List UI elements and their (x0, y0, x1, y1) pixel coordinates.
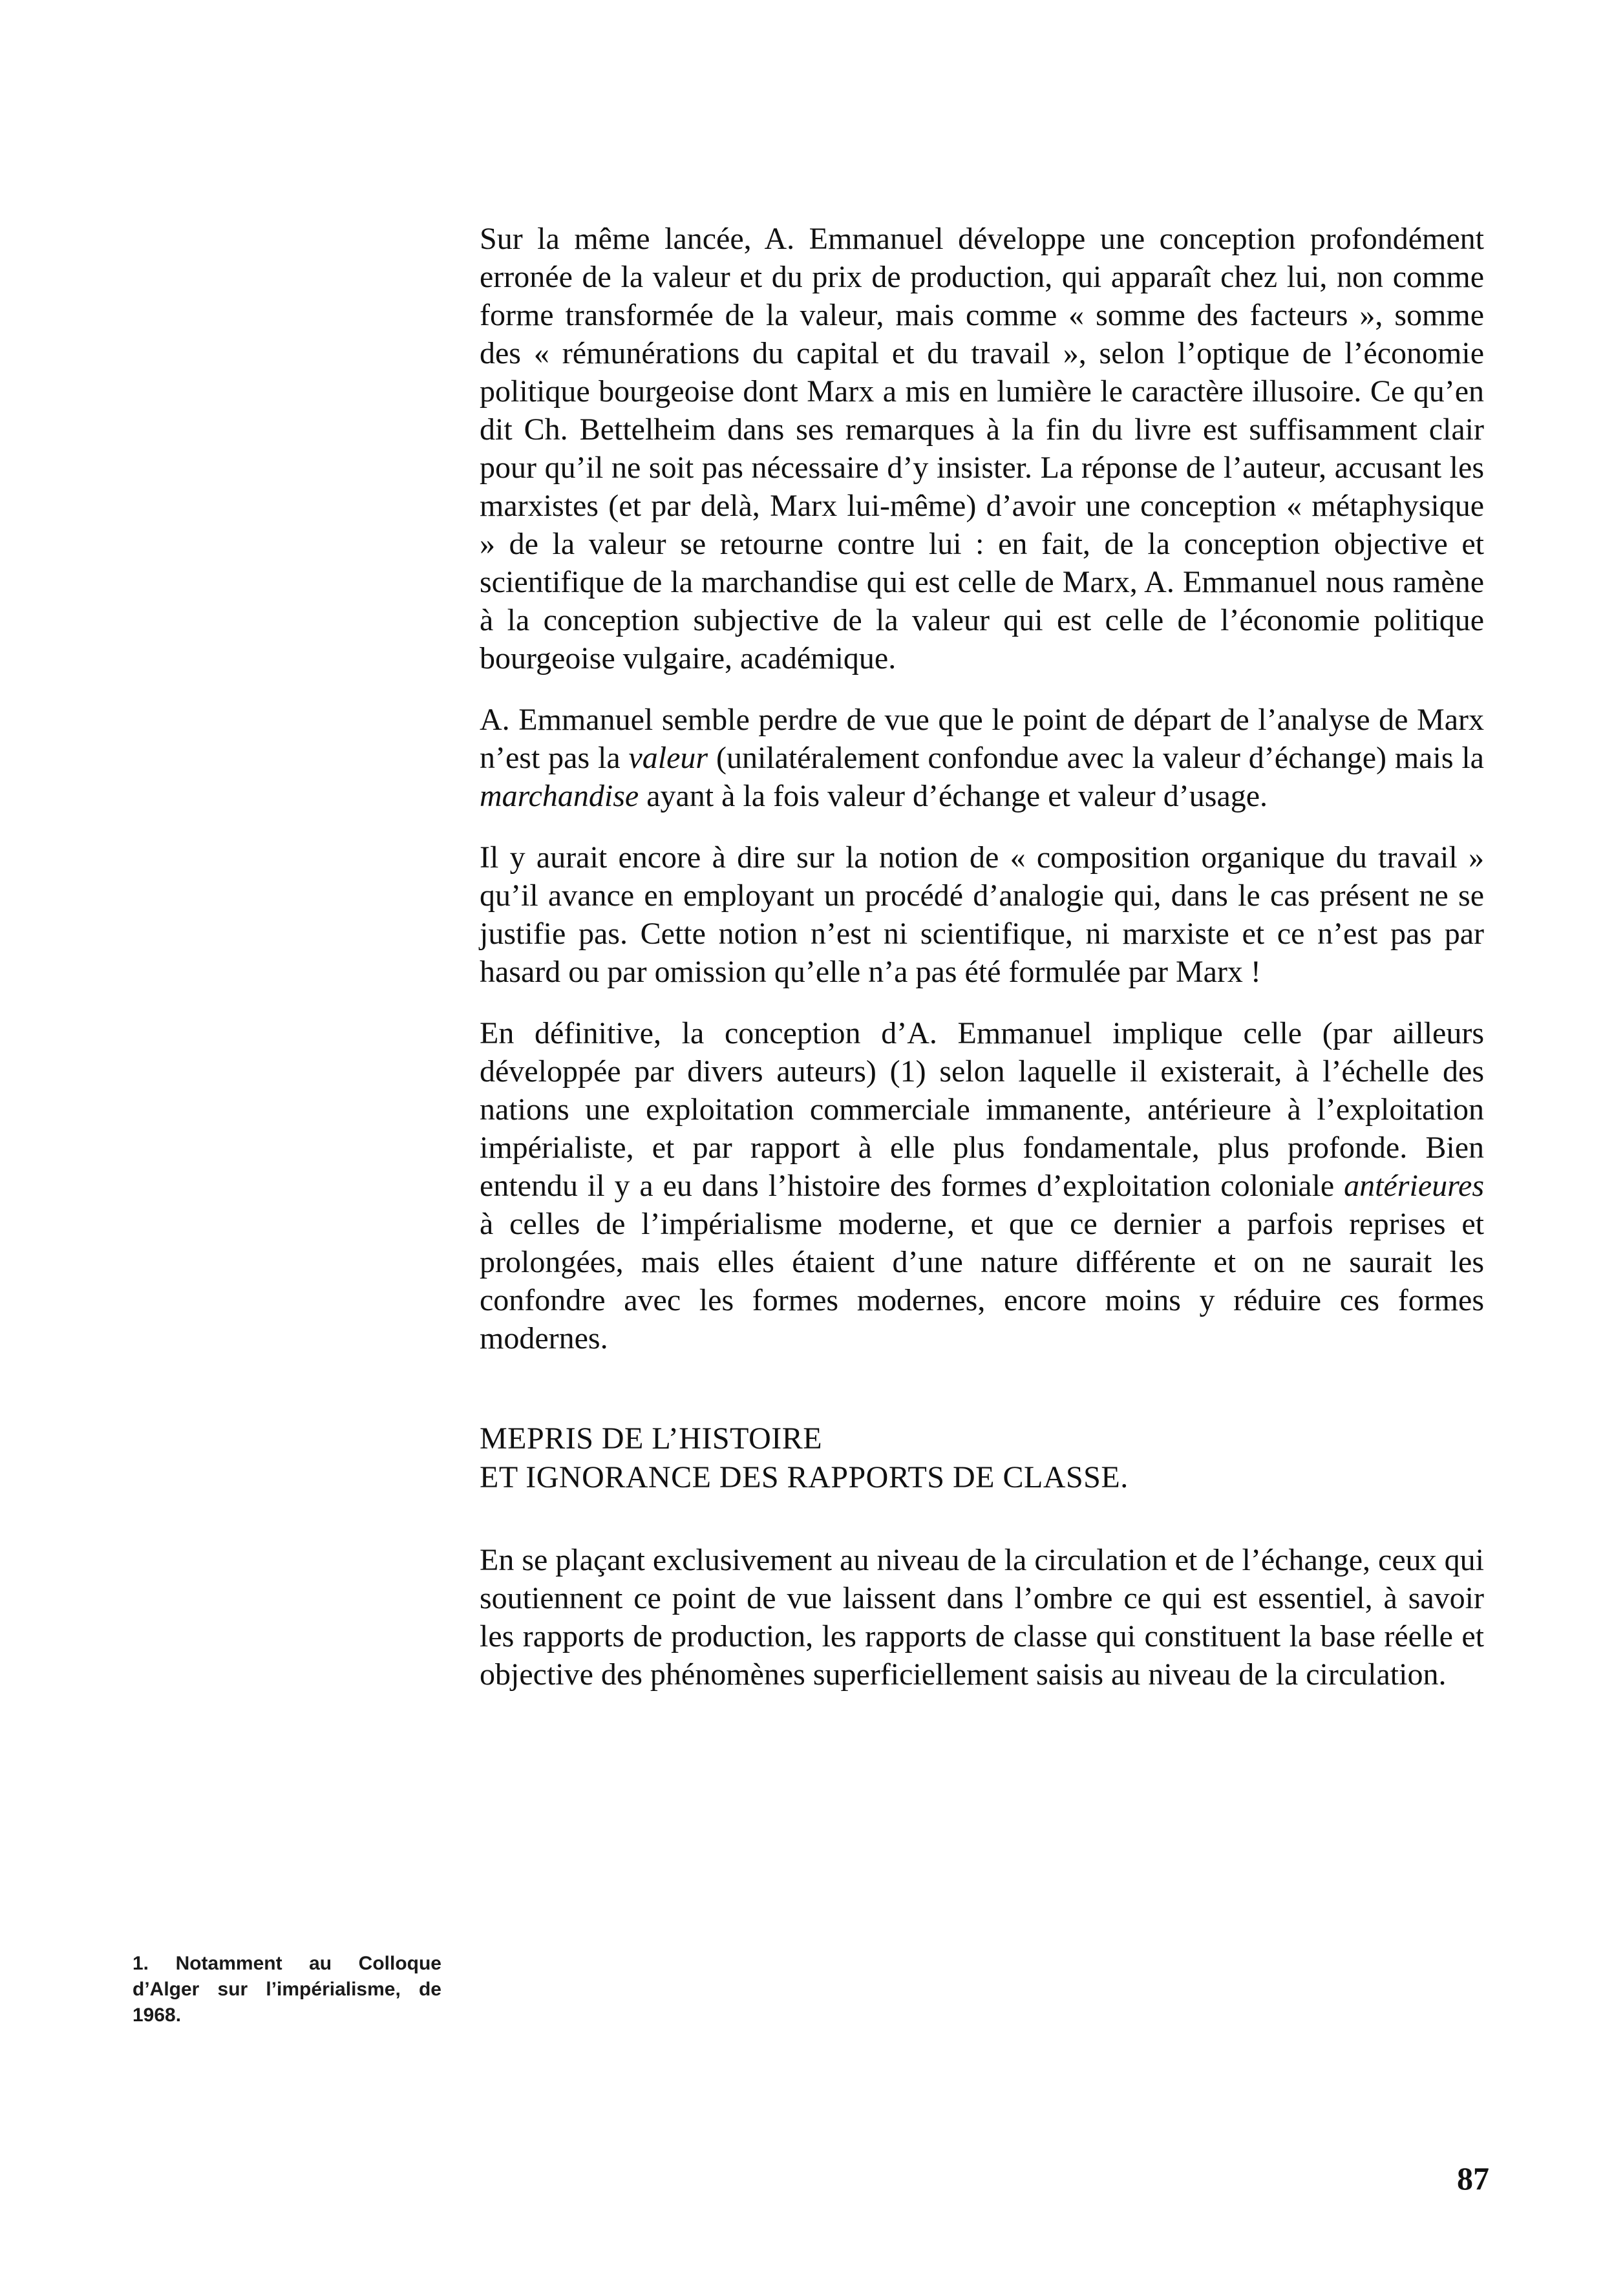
paragraph-4-text-a: En définitive, la conception d’A. Emmanuel implique celle (par ailleurs développée par divers auteurs) (1) selon laquelle il existerait, à l’échelle des nations une exploitation commerciale immanente, antérieure à l’exploitation impérialiste, et par rapport à elle plus fondamentale, plus profonde. Bien entendu il y a eu dans l’histoire des formes d’exploitation coloniale (480, 1016, 1484, 1203)
page-number: 87 (1457, 2160, 1489, 2196)
paragraph-2-text-a: A. Emmanuel semble perdre de vue que le point de départ de l’analyse de Marx n’est pas la (480, 703, 1484, 775)
emphasis-valeur: valeur (628, 741, 708, 775)
footnote: 1. Notamment au Colloque d’Alger sur l’impérialisme, de 1968. (133, 1953, 441, 2026)
paragraph-4 (480, 1014, 1484, 1357)
section-heading-line-1: MEPRIS DE L’HISTOIRE (480, 1421, 823, 1456)
paragraph-3: Il y aurait encore à dire sur la notion de « composition organique du travail » qu’il avance en employant un procédé d’analogie qui, dans le cas présent ne se justifie pas. Cette notion n’est ni scientifique, ni marxiste et ce n’est pas par hasard ou par omission qu’elle n’a pas été formulée par Marx ! (480, 840, 1484, 989)
paragraph-5: En se plaçant exclusivement au niveau de la circulation et de l’échange, ceux qui soutiennent ce point de vue laissent dans l’ombre ce qui est essentiel, à savoir les rapports de production, les rapports de classe qui constituent la base réelle et objective des phénomènes superficiellement saisis au niveau de la circulation. (480, 1543, 1484, 1692)
paragraph-2 (480, 701, 1484, 815)
paragraph-2-text-c: ayant à la fois valeur d’échange et valeur d’usage. (639, 779, 1268, 813)
main-text-column (480, 220, 1484, 1717)
section-heading (480, 1419, 1484, 1497)
paragraph-1: Sur la même lancée, A. Emmanuel développe une conception profondément erronée de la valeur et du prix de production, qui apparaît chez lui, non comme forme transformée de la valeur, mais comme « somme des facteurs », somme des « rémunérations du capital et du travail », selon l’optique de l’économie politique bourgeoise dont Marx a mis en lumière le caractère illusoire. Ce qu’en dit Ch. Bettelheim dans ses remarques à la fin du livre est suffisamment clair pour qu’il ne soit pas nécessaire d’y insister. La réponse de l’auteur, accusant les marxistes (et par delà, Marx lui-même) d’avoir une conception « métaphysique » de la valeur se retourne contre lui : en fait, de la conception objective et scientifique de la marchandise qui est celle de Marx, A. Emmanuel nous ramène à la conception subjective de la valeur qui est celle de l’économie politique bourgeoise vulgaire, académique. (480, 222, 1484, 675)
section-heading-line-2: ET IGNORANCE DES RAPPORTS DE CLASSE. (480, 1460, 1129, 1494)
emphasis-marchandise: marchandise (480, 779, 639, 813)
paragraph-4-text-b: à celles de l’impérialisme moderne, et que ce dernier a parfois reprises et prolongées, mais elles étaient d’une nature différente et on ne saurait les confondre avec les formes modernes, encore moins y réduire ces formes modernes. (480, 1207, 1484, 1355)
emphasis-anterieures: antérieures (1344, 1169, 1484, 1203)
paragraph-2-text-b: (unilatéralement confondue avec la valeur d’échange) mais la (708, 741, 1484, 775)
